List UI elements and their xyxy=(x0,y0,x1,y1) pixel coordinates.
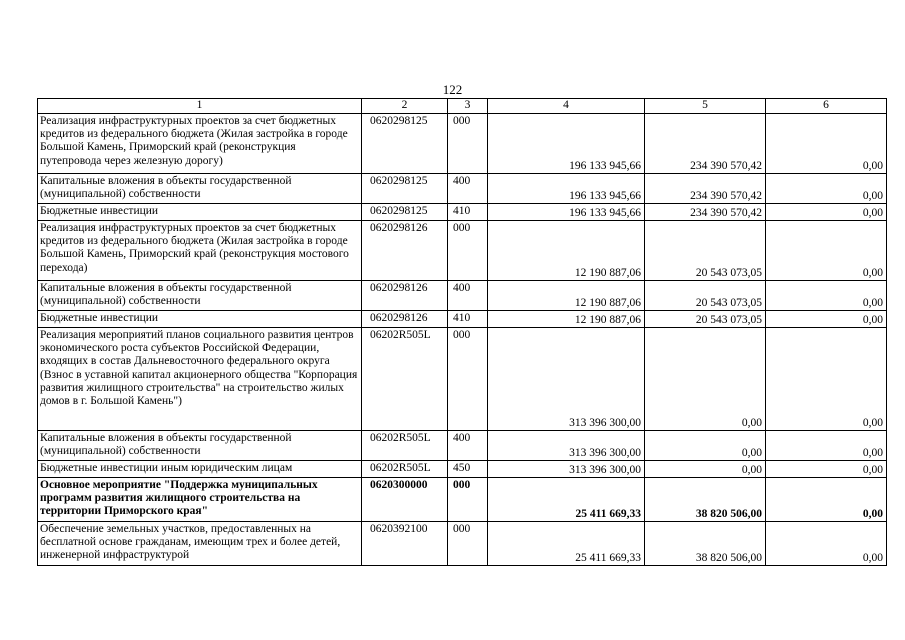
row-name: Обеспечение земельных участков, предоставленных на бесплатной основе гражданам, имеющим трех и более детей, инженерной инфраструктурой xyxy=(38,522,362,566)
row-value-col5: 234 390 570,42 xyxy=(645,174,766,204)
row-expense-type: 410 xyxy=(448,311,488,328)
row-value-col5: 0,00 xyxy=(645,461,766,478)
table-row xyxy=(38,114,887,174)
table-row xyxy=(38,174,887,204)
row-target-code: 06202R505L xyxy=(362,328,448,431)
table-row xyxy=(38,522,887,566)
row-value-col4: 313 396 300,00 xyxy=(488,431,645,461)
row-target-code: 0620298125 xyxy=(362,174,448,204)
row-value-col4: 25 411 669,33 xyxy=(488,522,645,566)
row-name: Реализация инфраструктурных проектов за счет бюджетных кредитов из федерального бюджета (Жилая застройка в городе Большой Камень, Приморский край (реконструкция мостового перехода) xyxy=(38,221,362,281)
row-name: Основное мероприятие "Поддержка муниципальных программ развития жилищного строительства на территории Приморского края" xyxy=(38,478,362,522)
page-number: 122 xyxy=(442,82,463,97)
row-name: Капитальные вложения в объекты государственной (муниципальной) собственности xyxy=(38,431,362,461)
row-expense-type: 000 xyxy=(448,522,488,566)
row-value-col4: 25 411 669,33 xyxy=(488,478,645,522)
row-expense-type: 450 xyxy=(448,461,488,478)
row-target-code: 0620298125 xyxy=(362,204,448,221)
row-value-col5: 20 543 073,05 xyxy=(645,311,766,328)
row-value-col5: 0,00 xyxy=(645,328,766,431)
row-value-col6: 0,00 xyxy=(766,328,887,431)
table-row xyxy=(38,328,887,431)
row-value-col4: 196 133 945,66 xyxy=(488,174,645,204)
table-row xyxy=(38,431,887,461)
row-name: Капитальные вложения в объекты государственной (муниципальной) собственности xyxy=(38,281,362,311)
row-name: Бюджетные инвестиции xyxy=(38,204,362,221)
row-target-code: 0620298126 xyxy=(362,221,448,281)
row-value-col4: 12 190 887,06 xyxy=(488,221,645,281)
row-name: Реализация мероприятий планов социального развития центров экономического роста субъектов Российской Федерации, входящих в состав Дальневосточного федерального округа (Взнос в уставной капитал акционерного общества "Корпорация развития жилищного строительства" на строительство жилых домов в г. Большой Камень") xyxy=(38,328,362,431)
row-value-col5: 20 543 073,05 xyxy=(645,281,766,311)
row-value-col4: 313 396 300,00 xyxy=(488,328,645,431)
row-value-col5: 0,00 xyxy=(645,431,766,461)
row-value-col6: 0,00 xyxy=(766,281,887,311)
row-expense-type: 000 xyxy=(448,328,488,431)
row-value-col5: 20 543 073,05 xyxy=(645,221,766,281)
row-value-col4: 313 396 300,00 xyxy=(488,461,645,478)
row-value-col5: 234 390 570,42 xyxy=(645,114,766,174)
row-value-col4: 12 190 887,06 xyxy=(488,311,645,328)
row-value-col6: 0,00 xyxy=(766,311,887,328)
column-header: 4 xyxy=(488,99,645,114)
row-target-code: 0620298126 xyxy=(362,311,448,328)
row-value-col5: 234 390 570,42 xyxy=(645,204,766,221)
row-expense-type: 000 xyxy=(448,478,488,522)
row-name: Бюджетные инвестиции иным юридическим лицам xyxy=(38,461,362,478)
row-name: Капитальные вложения в объекты государственной (муниципальной) собственности xyxy=(38,174,362,204)
table-row xyxy=(38,281,887,311)
row-value-col6: 0,00 xyxy=(766,461,887,478)
row-value-col4: 196 133 945,66 xyxy=(488,204,645,221)
table-header-row xyxy=(38,99,887,114)
table-row xyxy=(38,461,887,478)
column-header: 5 xyxy=(645,99,766,114)
row-target-code: 0620298126 xyxy=(362,281,448,311)
row-value-col6: 0,00 xyxy=(766,114,887,174)
row-expense-type: 000 xyxy=(448,114,488,174)
row-target-code: 0620298125 xyxy=(362,114,448,174)
row-target-code: 06202R505L xyxy=(362,461,448,478)
row-target-code: 06202R505L xyxy=(362,431,448,461)
row-value-col5: 38 820 506,00 xyxy=(645,478,766,522)
row-value-col6: 0,00 xyxy=(766,478,887,522)
row-value-col6: 0,00 xyxy=(766,221,887,281)
row-expense-type: 400 xyxy=(448,281,488,311)
column-header: 3 xyxy=(448,99,488,114)
column-header: 6 xyxy=(766,99,887,114)
row-value-col4: 196 133 945,66 xyxy=(488,114,645,174)
row-expense-type: 000 xyxy=(448,221,488,281)
row-target-code: 0620300000 xyxy=(362,478,448,522)
row-value-col6: 0,00 xyxy=(766,431,887,461)
table-row xyxy=(38,221,887,281)
table-row xyxy=(38,311,887,328)
row-value-col6: 0,00 xyxy=(766,174,887,204)
row-name: Реализация инфраструктурных проектов за счет бюджетных кредитов из федерального бюджета (Жилая застройка в городе Большой Камень, Приморский край (реконструкция путепровода через железную дорогу) xyxy=(38,114,362,174)
column-header: 1 xyxy=(38,99,362,114)
row-expense-type: 400 xyxy=(448,431,488,461)
row-value-col6: 0,00 xyxy=(766,204,887,221)
row-expense-type: 410 xyxy=(448,204,488,221)
budget-table xyxy=(37,98,887,566)
table-row xyxy=(38,204,887,221)
row-value-col4: 12 190 887,06 xyxy=(488,281,645,311)
row-value-col5: 38 820 506,00 xyxy=(645,522,766,566)
table-row-section xyxy=(38,478,887,522)
row-value-col6: 0,00 xyxy=(766,522,887,566)
row-target-code: 0620392100 xyxy=(362,522,448,566)
column-header: 2 xyxy=(362,99,448,114)
row-name: Бюджетные инвестиции xyxy=(38,311,362,328)
row-expense-type: 400 xyxy=(448,174,488,204)
